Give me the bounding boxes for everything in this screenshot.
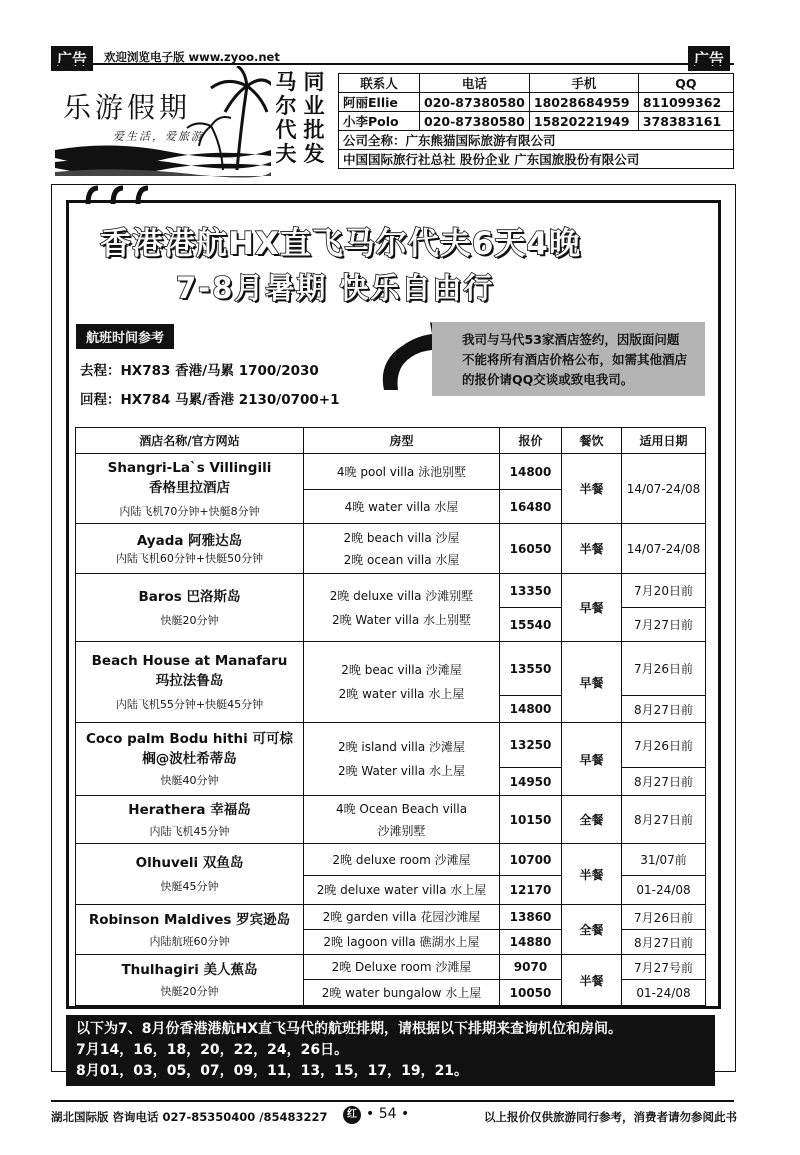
price: 12170 xyxy=(500,876,562,905)
table-row xyxy=(76,574,706,608)
table-row xyxy=(76,955,706,980)
room-type: 2晚 water villa 水上屋 xyxy=(338,687,465,701)
hotel-name-cn: 玛拉法鲁岛 xyxy=(155,673,224,689)
valid-date: 8月27日前 xyxy=(622,768,706,796)
room-cell xyxy=(304,796,500,844)
contact-header: 电话 xyxy=(420,74,530,93)
site-text: 欢迎浏览电子版 www.zyoo.net xyxy=(104,50,280,64)
price: 10050 xyxy=(500,980,562,1006)
hotel-transfer: 快艇20分钟 xyxy=(160,985,219,998)
hotel-name: Herathera 幸福岛 xyxy=(128,801,251,818)
hotel-transfer: 内陆飞机45分钟 xyxy=(149,824,230,838)
meal: 全餐 xyxy=(562,905,622,955)
page-number: • 54 • xyxy=(366,1106,410,1122)
valid-date: 7月26日前 xyxy=(622,642,706,696)
contact-name: 阿丽Ellie xyxy=(339,93,420,112)
vertical-char: 批 xyxy=(303,118,325,142)
room-type: 2晚 garden villa 花园沙滩屋 xyxy=(304,905,500,930)
price: 14880 xyxy=(500,930,562,955)
price: 16050 xyxy=(500,524,562,574)
price: 14950 xyxy=(500,768,562,796)
meal: 半餐 xyxy=(562,454,622,524)
price: 9070 xyxy=(500,955,562,980)
schedule-july: 7月14，16，18，20，22，24，26日。 xyxy=(76,1042,349,1058)
hotel-transfer: 内陆飞机55分钟+快艇45分钟 xyxy=(115,698,264,711)
room-type: 2晚 deluxe room 沙滩屋 xyxy=(304,844,500,876)
valid-date: 14/07-24/08 xyxy=(622,454,706,524)
price: 13550 xyxy=(500,642,562,696)
room-type: 2晚 lagoon villa 礁湖水上屋 xyxy=(304,930,500,955)
price: 14800 xyxy=(500,696,562,723)
table-row xyxy=(76,723,706,768)
valid-date: 01-24/08 xyxy=(622,876,706,905)
room-type: 2晚 ocean villa 水屋 xyxy=(343,552,460,567)
meal: 早餐 xyxy=(562,642,622,723)
hotel-cell xyxy=(76,905,304,955)
hotel-name-cn: 香格里拉酒店 xyxy=(149,479,230,496)
room-type: 2晚 Water villa 水上屋 xyxy=(337,764,465,778)
room-type: 2晚 deluxe villa 沙滩别墅 xyxy=(329,588,474,603)
return-flight: 回程：HX784 马累/香港 2130/0700+1 xyxy=(80,392,340,408)
meal: 早餐 xyxy=(562,574,622,642)
vertical-char: 马 xyxy=(275,70,297,94)
headline-main: 香港港航HX直飞马尔代夫6天4晚 xyxy=(100,226,581,262)
table-header-row xyxy=(76,428,706,454)
ad-tag-left: 广告 xyxy=(51,46,93,71)
vertical-char: 业 xyxy=(303,94,325,118)
hotel-transfer: 内陆飞机70分钟+快艇8分钟 xyxy=(119,504,260,518)
ad-tag-right: 广告 xyxy=(688,46,730,71)
room-type: 2晚 Water villa 水上别墅 xyxy=(331,612,471,627)
contact-row xyxy=(339,93,734,112)
valid-date: 01-24/08 xyxy=(622,980,706,1006)
hotel-transfer: 快艇40分钟 xyxy=(160,774,219,787)
vertical-char: 代 xyxy=(275,118,297,142)
hotel-name: Beach House at Manafaru xyxy=(91,653,288,669)
hotel-transfer: 内陆航班60分钟 xyxy=(149,934,230,948)
room-type: 2晚 island villa 沙滩屋 xyxy=(337,740,466,754)
footer-rule xyxy=(51,1100,734,1102)
hotel-transfer: 快艇45分钟 xyxy=(160,880,219,893)
price: 10700 xyxy=(500,844,562,876)
schedule-august: 8月01，03，05，07，09，11，13，15，17，19，21。 xyxy=(76,1063,469,1079)
contact-qq: 378383161 xyxy=(638,112,733,131)
valid-date: 31/07前 xyxy=(622,844,706,876)
table-row xyxy=(76,844,706,876)
valid-date: 8月27日前 xyxy=(622,930,706,955)
table-row xyxy=(76,524,706,574)
contact-header: 手机 xyxy=(529,74,638,93)
hotel-name: Baros 巴洛斯岛 xyxy=(138,588,241,605)
hotel-transfer: 内陆飞机60分钟+快艇50分钟 xyxy=(115,551,264,565)
hotel-cell xyxy=(76,454,304,524)
valid-date: 8月27日前 xyxy=(622,796,706,844)
price: 16480 xyxy=(500,490,562,524)
room-cell xyxy=(304,723,500,796)
column-header: 报价 xyxy=(500,428,562,454)
contact-header: 联系人 xyxy=(339,74,420,93)
price: 15540 xyxy=(500,608,562,642)
hotel-name: Robinson Maldives 罗宾逊岛 xyxy=(88,911,291,928)
room-type: 2晚 Deluxe room 沙滩屋 xyxy=(304,955,500,980)
contact-header: QQ xyxy=(638,74,733,93)
room-type: 2晚 beac villa 沙滩屋 xyxy=(341,663,462,677)
brand-name: 乐游假期 xyxy=(63,91,192,124)
room-cell xyxy=(304,524,500,574)
hotel-cell xyxy=(76,955,304,1006)
hotel-cell xyxy=(76,796,304,844)
valid-date: 7月27号前 xyxy=(622,955,706,980)
company-affiliates: 中国国际旅行社总社 股份企业 广东国旅股份有限公司 xyxy=(339,150,734,169)
room-type: 2晚 water bungalow 水上屋 xyxy=(304,980,500,1006)
room-type: 沙滩别墅 xyxy=(377,823,426,838)
contact-mobile: 15820221949 xyxy=(529,112,638,131)
meal: 半餐 xyxy=(562,524,622,574)
table-row xyxy=(76,454,706,490)
meal: 半餐 xyxy=(562,844,622,905)
valid-date: 7月27日前 xyxy=(622,608,706,642)
brand-slogan: 爱生活，爱旅游 xyxy=(113,130,204,143)
contact-table xyxy=(338,73,734,169)
headline-sub: 7-8月暑期 快乐自由行 xyxy=(176,271,495,305)
logo-area xyxy=(51,66,271,182)
hotel-name: Coco palm Bodu hithi 可可棕 xyxy=(86,731,293,747)
price: 13860 xyxy=(500,905,562,930)
column-header: 房型 xyxy=(304,428,500,454)
hotel-cell xyxy=(76,642,304,723)
meal: 半餐 xyxy=(562,955,622,1006)
hotel-transfer: 快艇20分钟 xyxy=(160,613,219,627)
price: 14800 xyxy=(500,454,562,490)
contact-name: 小李Polo xyxy=(339,112,420,131)
footer-left: 湖北国际版 咨询电话 027-85350400 /85483227 xyxy=(51,1110,328,1124)
column-header: 酒店名称/官方网站 xyxy=(76,428,304,454)
vertical-label-col2 xyxy=(302,70,326,166)
valid-date: 8月27日前 xyxy=(622,696,706,723)
vertical-char: 发 xyxy=(303,142,325,166)
footer-logo-icon: 红 xyxy=(343,1106,361,1124)
column-header: 餐饮 xyxy=(562,428,622,454)
room-type: 2晚 beach villa 沙屋 xyxy=(343,530,460,545)
valid-date: 7月26日前 xyxy=(622,905,706,930)
room-cell xyxy=(304,642,500,723)
palm-tree-icon xyxy=(51,66,271,182)
contact-phone: 020-87380580 xyxy=(420,112,530,131)
table-row xyxy=(76,905,706,930)
contact-mobile: 18028684959 xyxy=(529,93,638,112)
hotel-cell xyxy=(76,723,304,796)
meal: 早餐 xyxy=(562,723,622,796)
footer-right: 以上报价仅供旅游同行参考，消费者请勿参阅此书 xyxy=(484,1110,737,1124)
top-rule xyxy=(51,63,734,65)
valid-date: 14/07-24/08 xyxy=(622,524,706,574)
price: 13250 xyxy=(500,723,562,768)
meal: 全餐 xyxy=(562,796,622,844)
hotel-cell xyxy=(76,524,304,574)
contact-phone: 020-87380580 xyxy=(420,93,530,112)
contact-row xyxy=(339,112,734,131)
hotel-name-cn: 榈@波杜希蒂岛 xyxy=(142,751,237,767)
hotel-name: Ayada 阿雅达岛 xyxy=(136,532,243,549)
outbound-flight: 去程：HX783 香港/马累 1700/2030 xyxy=(80,363,319,379)
room-type: 2晚 deluxe water villa 水上屋 xyxy=(304,876,500,905)
valid-date: 7月20日前 xyxy=(622,574,706,608)
vertical-char: 同 xyxy=(303,70,325,94)
room-type: 4晚 water villa 水屋 xyxy=(304,490,500,524)
price: 13350 xyxy=(500,574,562,608)
contact-qq: 811099362 xyxy=(638,93,733,112)
notice-box: 我司与马代53家酒店签约，因版面问题不能将所有酒店价格公布，如需其他酒店的报价请QQ交谈或致电我司。 xyxy=(432,322,705,396)
room-type: 4晚 pool villa 泳池别墅 xyxy=(304,454,500,490)
vertical-char: 尔 xyxy=(275,94,297,118)
flight-tag: 航班时间参考 xyxy=(76,324,174,349)
price: 10150 xyxy=(500,796,562,844)
table-row xyxy=(76,642,706,696)
hotel-name: Olhuveli 双鱼岛 xyxy=(135,855,244,871)
table-row xyxy=(76,796,706,844)
price-table xyxy=(75,427,706,1006)
schedule-bar xyxy=(66,1015,715,1086)
room-cell xyxy=(304,574,500,642)
valid-date: 7月26日前 xyxy=(622,723,706,768)
hotel-cell xyxy=(76,574,304,642)
vertical-label-col1 xyxy=(274,70,298,166)
company-full-name: 公司全称：广东熊猫国际旅游有限公司 xyxy=(339,131,734,150)
hotel-name: Shangri-La`s Villingili xyxy=(107,459,272,476)
vertical-char: 夫 xyxy=(275,142,297,166)
schedule-intro: 以下为7、8月份香港港航HX直飞马代的航班排期，请根据以下排期来查询机位和房间。 xyxy=(76,1021,622,1037)
column-header: 适用日期 xyxy=(622,428,706,454)
hotel-cell xyxy=(76,844,304,905)
room-type: 4晚 Ocean Beach villa xyxy=(335,801,468,816)
hotel-name: Thulhagiri 美人蕉岛 xyxy=(121,962,258,978)
